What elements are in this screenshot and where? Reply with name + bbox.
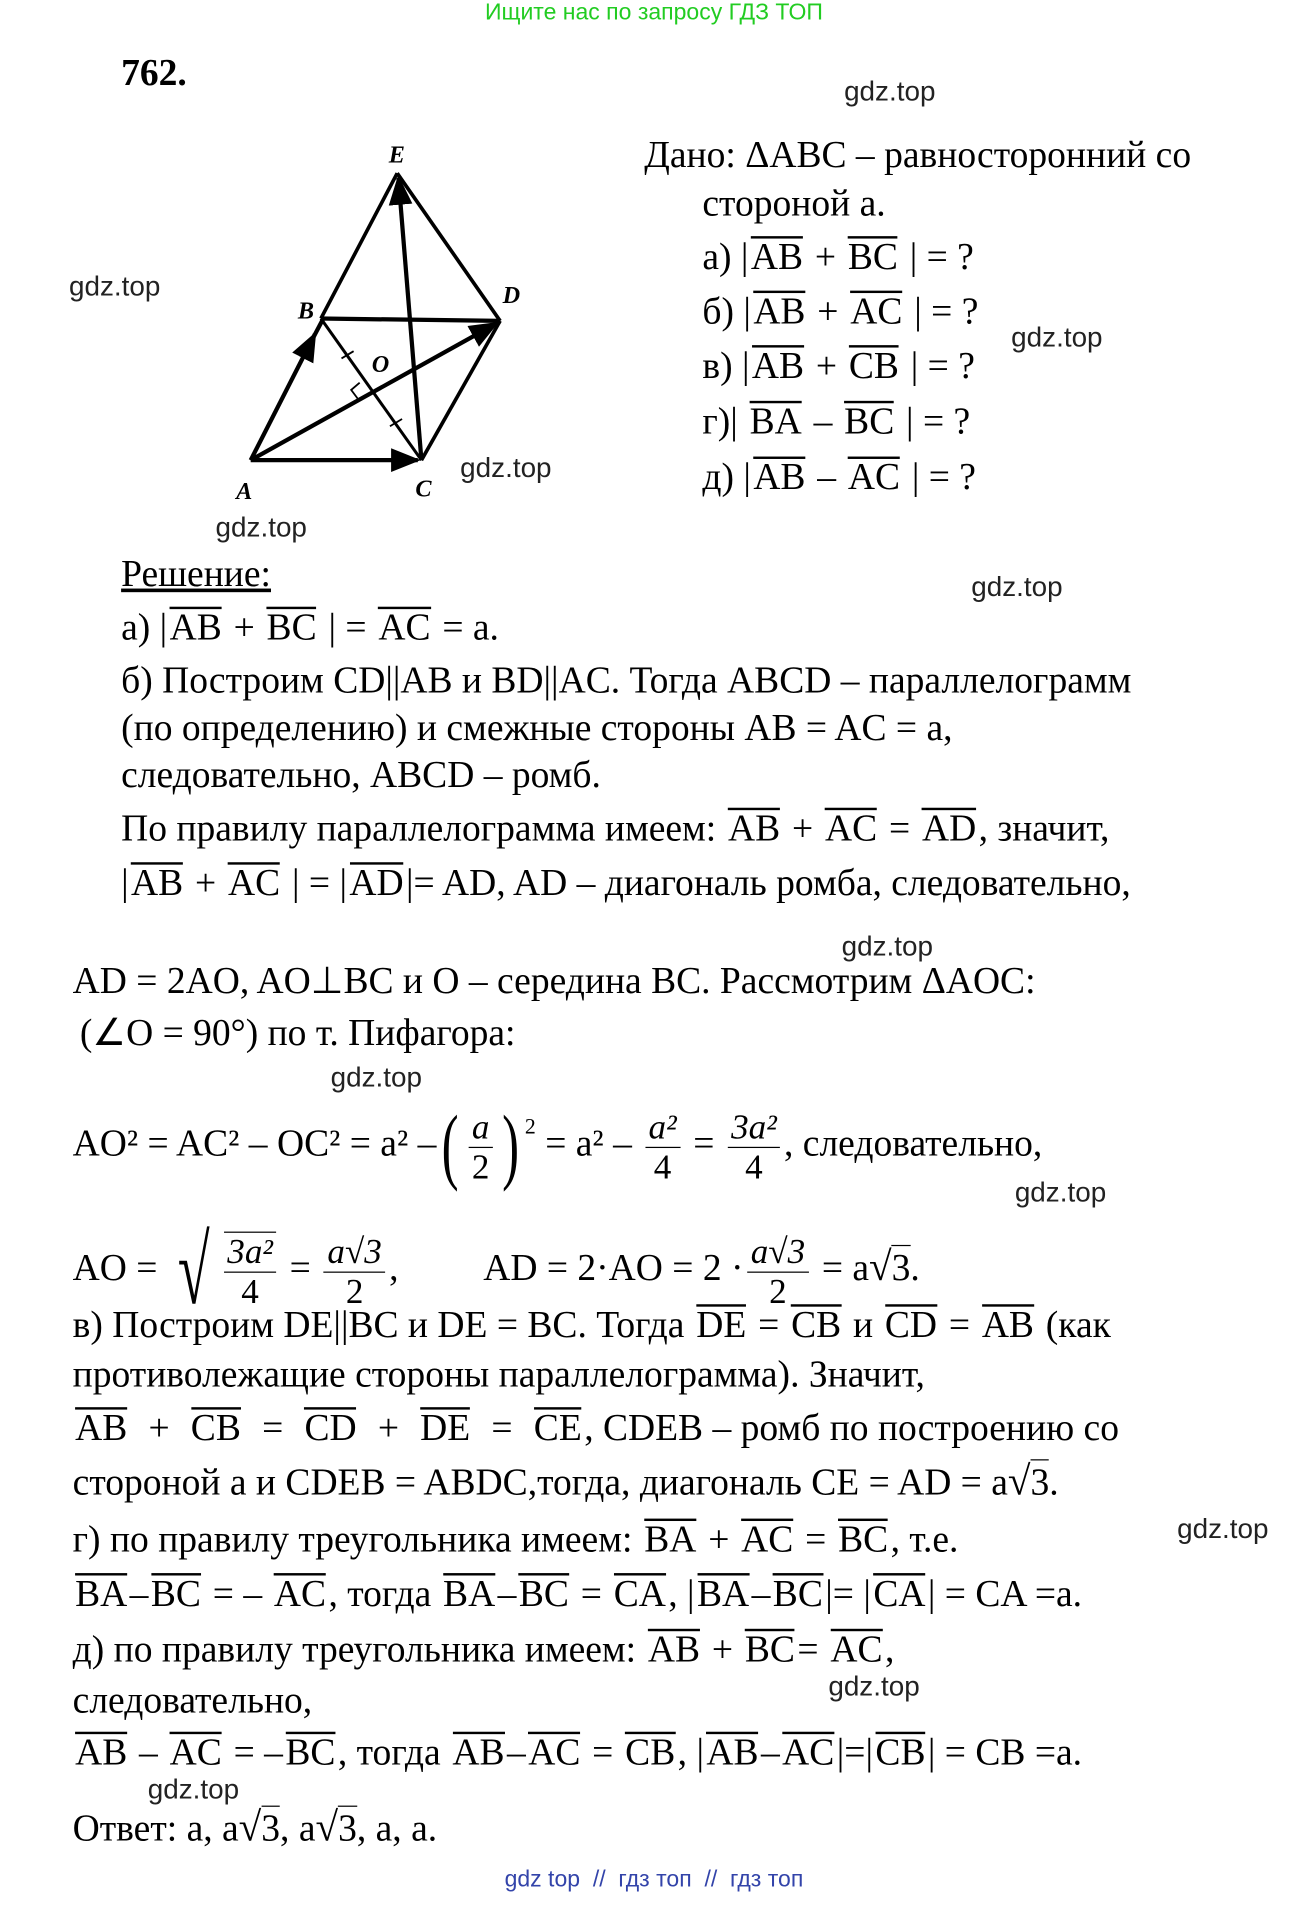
text-run: | = ?	[902, 455, 976, 498]
text-run: ,	[884, 1627, 895, 1670]
radicand: 3	[338, 1806, 357, 1850]
text-run: –	[751, 1571, 771, 1615]
denominator: 2	[769, 1272, 787, 1311]
text-run: =	[797, 1627, 828, 1670]
vector: AC	[847, 455, 901, 498]
watermark[interactable]: gdz.top	[1011, 320, 1103, 353]
vector: BC	[772, 1571, 823, 1615]
solution-line	[121, 659, 1131, 703]
solution-line	[73, 1731, 1082, 1775]
vector: BC	[285, 1730, 336, 1773]
numerator: 3a²	[224, 1233, 277, 1273]
denominator: 2	[471, 1147, 490, 1187]
denominator: 4	[653, 1147, 672, 1187]
given-question	[702, 235, 973, 279]
given-question	[702, 289, 978, 333]
label-d: D	[502, 281, 521, 309]
label-c: C	[415, 475, 432, 503]
text-run: , значит,	[978, 806, 1110, 849]
text-run: Ответ: a, a	[72, 1806, 239, 1850]
solution-line	[72, 1099, 1043, 1193]
text-run: +	[224, 605, 265, 648]
watermark[interactable]: gdz.top	[69, 270, 161, 302]
text-run: , тогда	[328, 1571, 441, 1615]
label-o: O	[371, 350, 390, 378]
text-run: +	[698, 1517, 739, 1560]
text-run: AO² = AC² – OC² = a² –	[72, 1121, 437, 1164]
text-run: +	[185, 861, 226, 904]
vector: BA	[443, 1571, 496, 1615]
text-run: противолежащие стороны параллелограмма). Значит,	[72, 1352, 925, 1396]
text-run: =	[683, 1121, 724, 1164]
watermark[interactable]: gdz.top	[147, 1772, 240, 1805]
radical-sign: √	[869, 1245, 892, 1290]
text-run: в) Построим DE||BC и DE = BC. Тогда	[72, 1303, 694, 1346]
text-run: =	[243, 1405, 303, 1449]
watermark[interactable]: gdz.top	[828, 1669, 920, 1702]
text-run: , a	[280, 1806, 316, 1850]
watermark[interactable]: gdz.top	[1014, 1175, 1107, 1208]
text-run: = –	[224, 1730, 283, 1773]
vector: AC	[228, 861, 281, 904]
geometry-diagram	[218, 121, 557, 509]
vector: AB	[750, 234, 804, 278]
vector: AB	[647, 1627, 701, 1670]
text-run: .	[1049, 1460, 1059, 1503]
text-run: (как	[1036, 1303, 1111, 1346]
solution-line	[121, 807, 1109, 851]
text-run: |= AD, AD – диагональ ромба, следовательно,	[406, 861, 1131, 904]
parenthesized-fraction	[436, 1099, 536, 1193]
text-run: –	[129, 1730, 168, 1773]
solution-line	[73, 959, 1036, 1003]
fraction	[747, 1232, 809, 1311]
exponent: 2	[524, 1114, 536, 1139]
vector: BC	[844, 399, 895, 443]
watermark[interactable]: gdz.top	[215, 511, 307, 543]
denominator: 4	[241, 1272, 259, 1312]
numerator: a√3	[324, 1232, 386, 1272]
text-run: б) Построим CD||AB и BD||AC. Тогда ABCD – параллелограмм	[121, 658, 1132, 702]
text-run: AD = 2AO, AO⊥BC и O – середина BC. Рассмотрим ΔAOC:	[72, 959, 1036, 1002]
text-run: | = |	[282, 861, 347, 904]
text-run: следовательно,	[72, 1678, 313, 1721]
text-run: , т.е.	[890, 1517, 959, 1560]
text-run: –	[804, 399, 842, 443]
footer-links[interactable]: gdz top // гдз топ // гдз топ	[504, 1867, 804, 1893]
vector: BC	[266, 605, 317, 648]
text-run: а) |	[702, 234, 749, 278]
vector: AC	[782, 1730, 835, 1773]
text-run: и	[843, 1303, 883, 1346]
watermark[interactable]: gdz.top	[330, 1060, 422, 1093]
vector: AC	[378, 605, 431, 648]
text-run: = a	[812, 1246, 870, 1289]
text-run: | = ?	[901, 343, 975, 387]
text-run: стороной a и CDEB = ABDC,тогда, диагональ CE = AD = a	[72, 1460, 1008, 1503]
fraction	[468, 1107, 493, 1186]
vector: AB	[751, 343, 805, 387]
text-run: д) |	[702, 455, 751, 498]
text-run: +	[702, 1627, 743, 1670]
radical-sign: √	[315, 1805, 339, 1851]
radical-sign: √	[177, 1218, 210, 1325]
text-run: , |	[677, 1730, 704, 1773]
text-run: (по определению) и смежные стороны AB = AC = a,	[121, 706, 953, 749]
text-run: =	[472, 1405, 532, 1449]
vector: BA	[75, 1571, 128, 1615]
text-run: = a.	[432, 605, 499, 648]
vector: AB	[753, 455, 806, 498]
vector: AB	[75, 1405, 128, 1449]
vector: BC	[744, 1627, 795, 1670]
vector: AB	[169, 605, 222, 648]
text-run: =	[795, 1517, 836, 1560]
watermark[interactable]: gdz.top	[971, 570, 1063, 602]
vector: DE	[420, 1405, 471, 1449]
given-question	[702, 455, 976, 499]
text-run: | = ?	[896, 399, 971, 443]
solution-line	[73, 1807, 437, 1851]
segment-ed	[397, 173, 500, 321]
text-run: , CDEB – ромб по построению со	[584, 1405, 1119, 1449]
text-run: , тогда	[337, 1730, 451, 1773]
fraction	[727, 1107, 780, 1186]
vector: AC	[528, 1730, 581, 1773]
text-run: ,	[389, 1246, 399, 1289]
vector: CD	[304, 1405, 357, 1449]
text-run: |	[121, 861, 129, 904]
text-run: | = CB =a.	[927, 1730, 1083, 1773]
denominator: 4	[745, 1147, 763, 1187]
radicand: 3	[261, 1806, 281, 1850]
given-question	[702, 344, 975, 388]
segment-bc	[321, 318, 422, 460]
paren: )	[502, 1099, 520, 1193]
numerator: a	[468, 1107, 493, 1147]
text-run: |= |	[825, 1571, 871, 1615]
text-run: +	[805, 234, 846, 278]
text-run: –	[760, 1730, 780, 1773]
watermark[interactable]: gdz.top	[841, 930, 934, 962]
text-run: =	[582, 1730, 623, 1773]
text-run: –	[129, 1571, 149, 1615]
solution-line	[73, 1517, 959, 1561]
solution-line	[121, 753, 601, 797]
given-title: Дано: ΔABC – равносторонний со	[644, 133, 1192, 176]
vector: BC	[518, 1571, 569, 1615]
vector: AB	[452, 1730, 505, 1773]
text-run: | = ?	[904, 289, 979, 332]
text-run: –	[497, 1571, 517, 1615]
vector: CD	[884, 1303, 938, 1346]
text-run: | = ?	[900, 234, 974, 278]
vector: BA	[644, 1517, 697, 1560]
vector: AC	[741, 1517, 794, 1560]
solution-line	[73, 1303, 1111, 1347]
vector: AB	[75, 1730, 128, 1773]
square-root	[315, 1807, 356, 1851]
fraction	[224, 1232, 277, 1312]
vector: AC	[825, 806, 878, 849]
vector: AB	[981, 1303, 1034, 1346]
radical-sign: √	[1007, 1459, 1031, 1505]
text-run: =	[939, 1303, 980, 1346]
label-a: A	[236, 477, 253, 505]
vector: BC	[847, 234, 898, 278]
text-run: = a² –	[535, 1121, 642, 1164]
vector: CA	[873, 1571, 926, 1615]
square-root	[869, 1246, 910, 1290]
numerator: a²	[645, 1107, 680, 1147]
text-run: –	[807, 455, 846, 498]
solution-line	[121, 706, 952, 750]
text-run: | =	[319, 605, 376, 648]
vector: AC	[850, 289, 903, 332]
watermark[interactable]: gdz.top	[1177, 1512, 1269, 1545]
vector: CB	[875, 1730, 926, 1773]
numerator: 3a²	[727, 1107, 780, 1147]
text-run: =	[280, 1246, 321, 1289]
solution-line	[73, 1406, 1119, 1450]
text-run: б) |	[702, 289, 751, 332]
problem-number: 762.	[121, 50, 187, 94]
vector: AC	[169, 1730, 222, 1773]
numerator: a√3	[747, 1232, 809, 1272]
vector: AD	[349, 861, 404, 904]
text-run: +	[782, 806, 823, 849]
vector: CA	[613, 1571, 666, 1615]
text-run: (∠O = 90°) по т. Пифагора:	[79, 1011, 516, 1054]
label-e: E	[388, 141, 405, 169]
vector: BA	[749, 399, 802, 443]
solution-line	[73, 1678, 313, 1722]
solution-line	[121, 606, 499, 650]
vector: AC	[273, 1571, 327, 1615]
solution-line	[73, 1628, 895, 1672]
given-question	[702, 400, 970, 444]
fraction	[645, 1107, 680, 1186]
text-run: = –	[203, 1571, 272, 1615]
denominator: 2	[345, 1272, 364, 1311]
text-run: AO =	[72, 1246, 167, 1289]
search-banner[interactable]: Ищите нас по запросу ГДЗ ТОП	[484, 0, 823, 26]
segment-be	[321, 173, 397, 318]
vector: BC	[150, 1571, 201, 1615]
text-run: , следовательно,	[784, 1121, 1043, 1164]
square-root	[239, 1807, 280, 1851]
vector: CB	[791, 1303, 842, 1346]
text-run: д) по правилу треугольника имеем:	[72, 1627, 646, 1670]
text-run: =	[748, 1303, 789, 1346]
text-run: .	[910, 1246, 920, 1289]
watermark[interactable]: gdz.top	[460, 451, 552, 484]
solution-line	[121, 861, 1131, 905]
vector: CB	[625, 1730, 676, 1773]
text-run: | = CA =a.	[927, 1571, 1083, 1615]
watermark[interactable]: gdz.top	[844, 75, 936, 107]
vector: AC	[830, 1627, 883, 1670]
text-run: +	[807, 289, 848, 332]
vector: BC	[838, 1517, 889, 1560]
vector: DE	[696, 1303, 747, 1346]
text-run: |=|	[836, 1730, 873, 1773]
text-run: По правилу параллелограмма имеем:	[121, 806, 726, 849]
vector: AB	[753, 289, 806, 332]
text-run: AD = 2·AO = 2 ·	[483, 1246, 744, 1289]
text-run: +	[359, 1405, 418, 1449]
solution-line	[73, 1460, 1059, 1504]
text-run: г) по правилу треугольника имеем:	[72, 1517, 642, 1560]
text-run: следовательно, ABCD – ромб.	[121, 753, 601, 796]
vector: CB	[190, 1405, 241, 1449]
text-run: =	[879, 806, 920, 849]
text-run: а) |	[121, 605, 168, 648]
text-run: =	[571, 1571, 612, 1615]
radicand: 3	[891, 1246, 911, 1289]
text-run: в) |	[702, 343, 750, 387]
vector: CB	[848, 343, 899, 387]
vector: BA	[697, 1571, 750, 1615]
vector: AB	[131, 861, 184, 904]
fraction	[324, 1232, 386, 1311]
solution-heading: Решение:	[121, 552, 271, 595]
vector: AB	[728, 806, 781, 849]
given-side: стороной a.	[702, 181, 886, 225]
solution-line	[73, 1353, 925, 1397]
text-run: –	[507, 1730, 526, 1773]
radicand: 3	[1030, 1460, 1050, 1503]
text-run: +	[129, 1405, 189, 1449]
radical-sign: √	[238, 1805, 262, 1851]
text-run: +	[806, 343, 847, 387]
text-run: , a, a.	[356, 1806, 438, 1850]
text-run: г)|	[702, 399, 748, 443]
label-b: B	[297, 297, 315, 325]
vector: CE	[533, 1405, 582, 1449]
text-run: , |	[668, 1571, 695, 1615]
solution-line	[73, 1572, 1082, 1616]
paren: (	[442, 1099, 459, 1193]
right-angle-mark	[351, 383, 359, 400]
vector: AB	[706, 1730, 759, 1773]
square-root	[1008, 1460, 1049, 1504]
solution-line	[80, 1011, 516, 1055]
vector: AD	[921, 806, 977, 849]
